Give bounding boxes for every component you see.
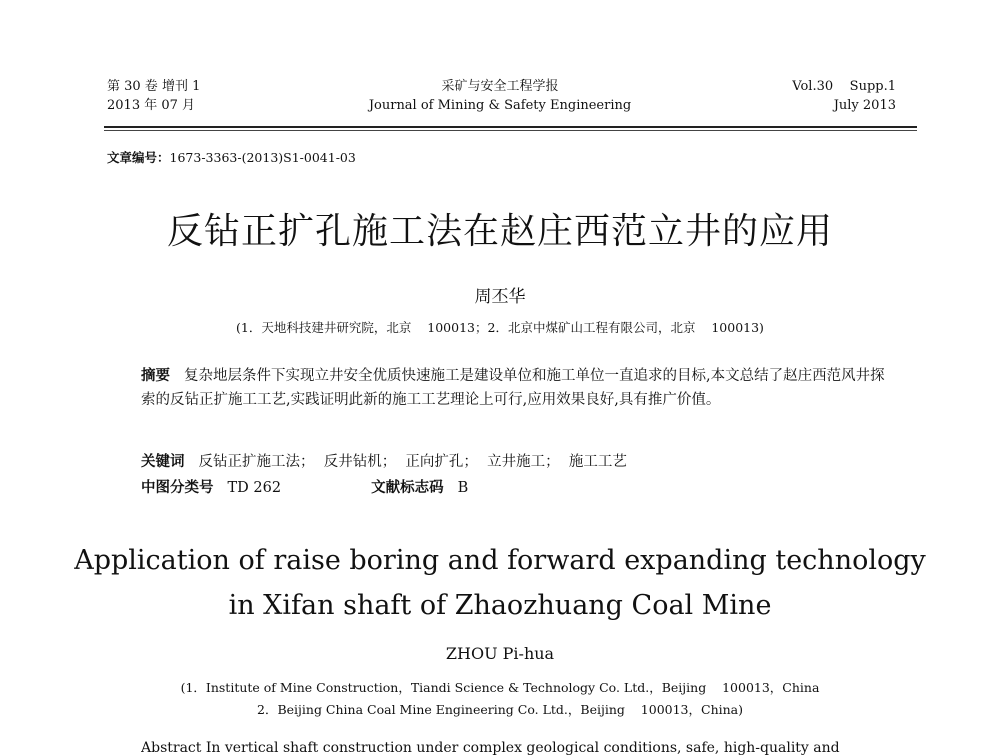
author-en: ZHOU Pi-hua	[445, 644, 555, 663]
header-rule-thin	[104, 130, 917, 131]
doc-code-label: 文献标志码	[371, 480, 444, 496]
abstract-label-zh: 摘要	[141, 368, 170, 384]
article-number-label: 文章编号：	[107, 150, 170, 165]
paper-title-en-line1: Application of raise boring and forward expanding technology	[74, 545, 926, 576]
abstract-zh	[141, 364, 886, 412]
paper-title-en-line2: in Xifan shaft of Zhaozhuang Coal Mine	[228, 590, 772, 621]
volume-issue: 第 30 卷 增刊 1	[107, 79, 201, 94]
clc-label: 中图分类号	[141, 480, 214, 496]
abstract-text-zh: 复杂地层条件下实现立井安全优质快速施工是建设单位和施工单位一直追求的目标,本文总结了赵庄西范风井探索的反钻正扩施工工艺,实践证明此新的施工工艺理论上可行,应用效果良好,具有推广价值。	[141, 368, 885, 408]
doc-code-value: B	[457, 480, 469, 496]
journal-volume-info	[792, 77, 896, 115]
paper-title-zh: 反钻正扩孔施工法在赵庄西范立井的应用	[166, 211, 833, 252]
abstract-en-cutoff: Abstract In vertical shaft construction under complex geological conditions, safe, high-quality and	[141, 740, 840, 756]
affiliation-zh: (1．天地科技建井研究院，北京 100013；2．北京中煤矿山工程有限公司，北京 100013)	[236, 320, 764, 335]
classification-zh	[141, 476, 886, 500]
affiliation-en-line1: (1．Institute of Mine Construction，Tiandi Science & Technology Co. Ltd.，Beijing 100013，China	[180, 680, 820, 695]
author-zh: 周丕华	[474, 287, 526, 307]
journal-name-zh: 采矿与安全工程学报	[441, 79, 559, 94]
volume-supp: Vol.30 Supp.1	[792, 79, 896, 94]
affiliation-en-line2: 2．Beijing China Coal Mine Engineering Co. Ltd.，Beijing 100013，China)	[257, 702, 743, 717]
keywords-label-zh: 关键词	[141, 454, 185, 470]
keywords-zh	[141, 450, 886, 474]
issue-date-zh: 2013 年 07 月	[107, 98, 196, 113]
clc-value: TD 262	[227, 480, 282, 496]
keywords-text-zh: 反钻正扩施工法； 反井钻机； 正向扩孔； 立井施工； 施工工艺	[198, 454, 627, 470]
issue-date-en: July 2013	[833, 98, 896, 113]
header-rule-thick	[104, 126, 917, 128]
affiliation-en	[0, 677, 1000, 721]
article-number-value: 1673-3363-(2013)S1-0041-03	[169, 150, 356, 165]
paper-title-en	[0, 538, 1000, 628]
journal-name-en: Journal of Mining & Safety Engineering	[368, 98, 632, 113]
article-number	[107, 148, 356, 166]
